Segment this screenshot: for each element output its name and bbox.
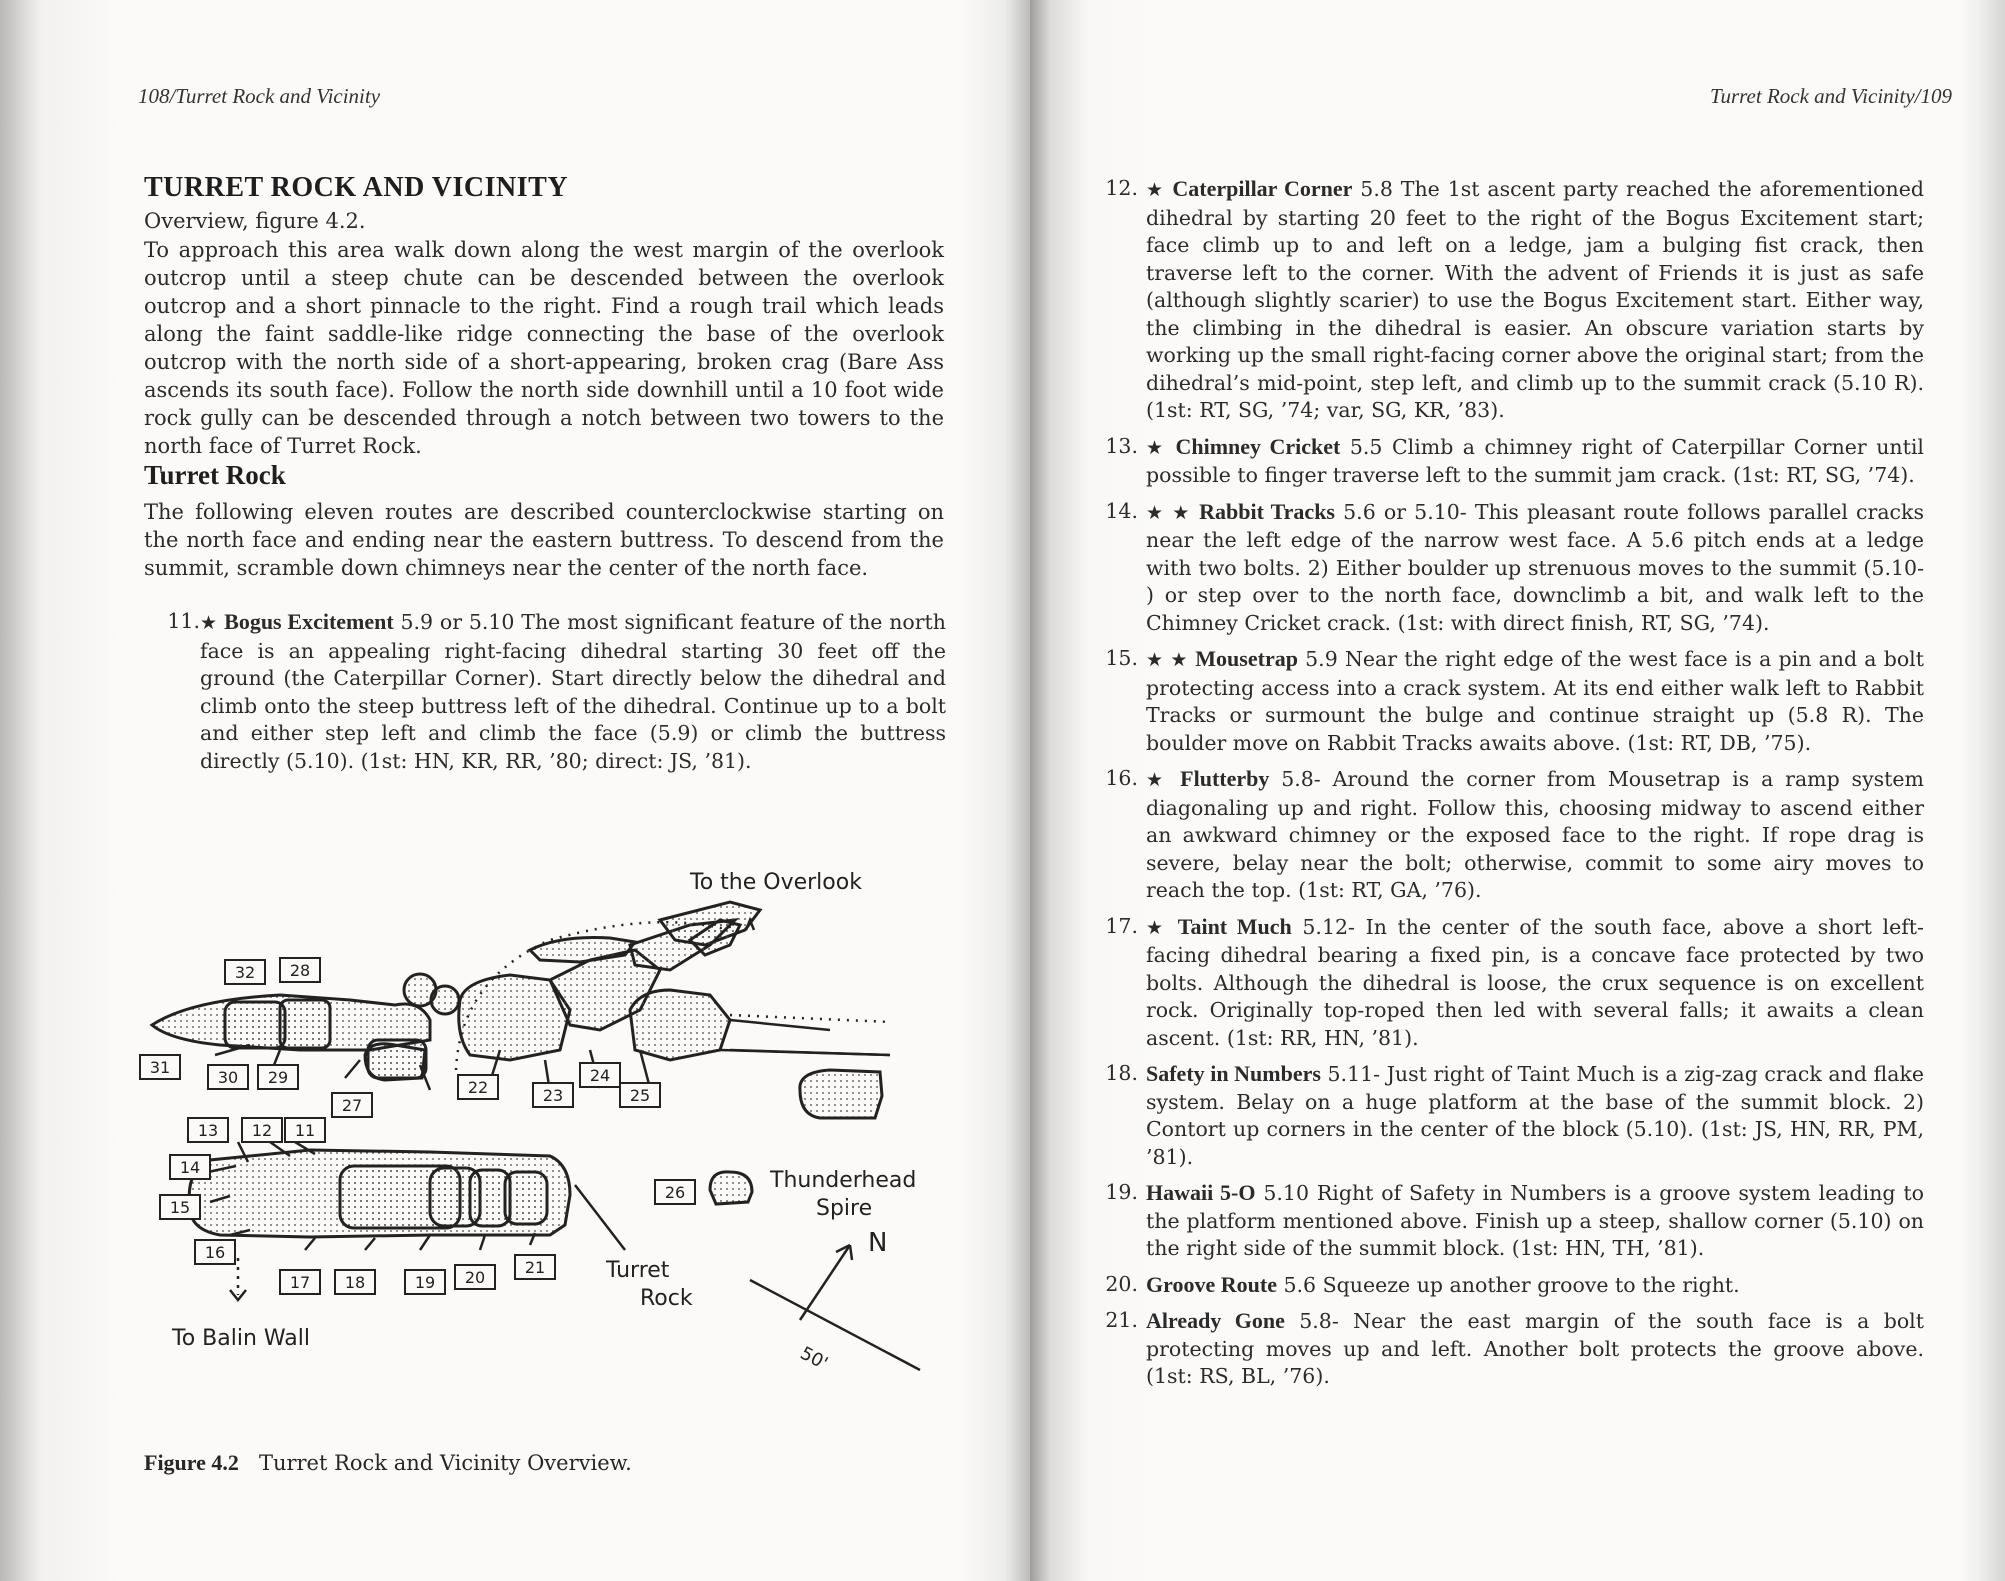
route-marker-label: 26	[664, 1183, 686, 1202]
rock-block	[280, 1000, 330, 1048]
label-to-balin-wall: To Balin Wall	[172, 1326, 310, 1351]
route-marker-label: 29	[267, 1068, 289, 1087]
route-marker-label: 23	[542, 1086, 564, 1105]
route-marker-label: 12	[251, 1121, 273, 1140]
label-to-overlook: To the Overlook	[690, 870, 862, 895]
star-rating: ★	[1146, 916, 1168, 939]
route-description: Climb a chimney right of Caterpillar Corner until possible to finger traverse left to the summit jam crack. (1st: RT, SG, ’74).	[1146, 434, 1924, 487]
summit-block	[505, 1172, 547, 1224]
route-number: 19.	[1105, 1180, 1138, 1204]
label-turret: Turret	[606, 1258, 670, 1283]
route-entry	[1105, 498, 1924, 638]
route-grade: 5.5	[1340, 434, 1383, 459]
route-name: Chimney Cricket	[1175, 433, 1341, 459]
route-name: Bogus Excitement	[224, 609, 394, 634]
label-spire: Spire	[816, 1196, 873, 1221]
route-body	[1146, 433, 1924, 490]
route-body	[1146, 175, 1924, 425]
route-description: The most significant feature of the north face is an appealing right-facing dihedral starting 30 feet off the ground (the Caterpillar Corner). Start directly below the dihedral and climb onto the steep buttress left of the dihedral. Continue up to a bolt and either step left and climb the face (5.9) or climb the buttress directly (5.10). (1st: HN, KR, RR, ’80; direct: JS, ’81).	[200, 610, 946, 773]
route-marker-label: 13	[197, 1121, 219, 1140]
route-marker-label: 30	[217, 1068, 239, 1087]
route-grade: 5.6 or 5.10-	[1335, 499, 1467, 524]
route-body	[1146, 645, 1924, 757]
rock-boulder	[800, 1070, 882, 1118]
section-title: TURRET ROCK AND VICINITY	[144, 172, 569, 203]
route-description: Squeeze up another groove to the right.	[1322, 1272, 1740, 1297]
route-grade: 5.8-	[1269, 767, 1321, 791]
route-entry	[1105, 765, 1924, 905]
route-grade: 5.9	[1297, 647, 1338, 671]
route-description: The 1st ascent party reached the aforementioned dihedral by starting 20 feet to the right of the Bogus Excitement start; face climb up to and left on a ledge, jam a bulging fist crack, then traverse left to the corner. With the advent of Friends it is just as safe (although slightly scarier) to use the Bogus Excitement start. Either way, the climbing in the dihedral is easier. An obscure variation starts by working up the small right-facing corner above the original start; from the dihedral’s mid-point, step left, and climb up to the summit crack (5.10 R). (1st: RT, SG, ’74; var, SG, KR, ’83).	[1146, 177, 1924, 422]
rock-boulder	[431, 986, 459, 1014]
scale-bar	[750, 1280, 920, 1370]
route-number: 11.	[167, 609, 200, 633]
route-marker-label: 15	[169, 1198, 191, 1217]
approach-paragraph: To approach this area walk down along the west margin of the overlook outcrop until a steep chute can be descended between the overlook outcrop and a short pinnacle to the right. Find a rough trail which leads along the faint saddle-like ridge connecting the base of the overlook outcrop with the north side of a short-appearing, broken crag (Bare Ass ascends its south face). Follow the north side downhill until a 10 foot wide rock gully can be descended through a notch between two towers to the north face of Turret Rock.	[144, 238, 944, 458]
route-entry	[1105, 433, 1924, 490]
route-body	[200, 608, 946, 775]
route-name: Safety in Numbers	[1146, 1061, 1321, 1086]
route-entry	[1105, 1307, 1924, 1391]
route-body	[1146, 498, 1924, 638]
route-marker-label: 24	[589, 1066, 611, 1085]
route-marker-label: 17	[289, 1273, 311, 1292]
route-description: In the center of the south face, above a short left-facing dihedral bearing a fixed pin, is a concave face protected by two bolts. Although the dihedral is loose, the crux sequence is on excellent rock. Originally top-roped then led with several falls; it awaits a clean ascent. (1st: RR, HN, ’81).	[1146, 914, 1924, 1050]
route-number: 14.	[1105, 498, 1138, 523]
route-entry	[1105, 175, 1924, 425]
figure-caption-text: Turret Rock and Vicinity Overview.	[258, 1451, 632, 1475]
route-number: 18.	[1105, 1061, 1138, 1085]
rock-block	[365, 1044, 425, 1080]
route-number: 17.	[1105, 913, 1138, 938]
route-grade: 5.9 or 5.10	[393, 610, 515, 634]
route-grade: 5.8	[1352, 177, 1393, 201]
star-rating: ★ ★	[1146, 649, 1189, 671]
label-thunderhead: Thunderhead	[770, 1168, 917, 1193]
route-marker-label: 21	[524, 1258, 546, 1277]
route-description: Around the corner from Mousetrap is a ramp system diagonaling up and right. Follow this, choosing midway to ascend either an awkward chimney or the exposed face to the right. If rope drag is severe, belay near the bolt; otherwise, commit to some airy moves to reach the top. (1st: RT, GA, ’76).	[1146, 767, 1924, 902]
right-page-header: Turret Rock and Vicinity/109	[1709, 84, 1952, 108]
route-entry	[1105, 1060, 1925, 1171]
route-marker-label: 25	[629, 1086, 651, 1105]
figure-caption	[144, 1450, 632, 1476]
route-description: Right of Safety in Numbers is a groove system leading to the platform mentioned above. Finish up a steep, shallow corner (5.10) on the right side of the summit block. (1st: HN, TH, ’81).	[1146, 1181, 1924, 1260]
route-marker-label: 22	[467, 1078, 489, 1097]
label-rock: Rock	[640, 1286, 693, 1311]
rock-block	[225, 1002, 285, 1048]
route-marker-label: 20	[464, 1268, 486, 1287]
star-rating: ★	[1146, 179, 1165, 201]
route-body	[1146, 1179, 1924, 1263]
thunderhead-spire	[710, 1172, 752, 1204]
route-marker-label: 32	[234, 963, 256, 982]
route-number: 12.	[1105, 176, 1138, 200]
route-entry	[1105, 1271, 1924, 1300]
route-grade: 5.6	[1276, 1272, 1317, 1297]
figure-number: Figure 4.2	[144, 1450, 239, 1475]
left-page-header: 108/Turret Rock and Vicinity	[138, 84, 381, 108]
route-entry	[167, 608, 946, 775]
route-grade: 5.11-	[1320, 1062, 1381, 1086]
route-marker-label: 19	[414, 1273, 436, 1292]
route-name: Caterpillar Corner	[1172, 176, 1353, 201]
route-description: Near the right edge of the west face is a pin and a bolt protecting access into a crack system. At its end either walk left to Rabbit Tracks or surmount the bulge and continue straight up (5.8 R). The boulder move on Rabbit Tracks awaits above. (1st: RT, DB, ’75).	[1146, 647, 1924, 755]
north-arrow	[800, 1245, 850, 1320]
route-number: 13.	[1105, 433, 1138, 458]
overview-line: Overview, figure 4.2.	[144, 209, 366, 233]
rock-formation	[630, 990, 730, 1060]
route-body	[1146, 765, 1924, 905]
route-marker-label: 31	[149, 1058, 171, 1077]
route-body	[1146, 1307, 1924, 1391]
route-name: Mousetrap	[1195, 646, 1298, 671]
route-marker-label: 14	[179, 1158, 201, 1177]
route-name: Hawaii 5-O	[1146, 1180, 1256, 1205]
route-grade: 5.8-	[1284, 1309, 1339, 1333]
route-description: This pleasant route follows parallel cracks near the left edge of the narrow west face. A 5.6 pitch ends at a ledge with two bolts. 2) Either boulder up strenuous moves to the summit (5.10- ) or step over to the north face, downclimb a bit, and walk left to the Chimney Cricket crack. (1st: with direct finish, RT, SG, ’74).	[1146, 499, 1924, 635]
route-marker-label: 27	[341, 1096, 363, 1115]
route-marker-label: 28	[289, 961, 311, 980]
route-name: Groove Route	[1146, 1271, 1277, 1297]
star-rating: ★	[1146, 436, 1166, 459]
route-name: Taint Much	[1177, 913, 1292, 939]
star-rating: ★	[1146, 769, 1169, 791]
route-name: Already Gone	[1146, 1308, 1285, 1333]
route-number: 20.	[1105, 1271, 1138, 1296]
leader-line	[575, 1185, 625, 1250]
route-name: Rabbit Tracks	[1199, 498, 1335, 524]
route-marker-label: 16	[204, 1243, 226, 1262]
route-marker-label: 11	[294, 1121, 316, 1140]
subsection-title: Turret Rock	[144, 460, 286, 490]
route-grade: 5.12-	[1291, 914, 1355, 939]
overview-map-figure	[130, 850, 950, 1380]
route-body	[1146, 913, 1924, 1053]
route-body	[1146, 1271, 1924, 1300]
route-description: Near the east margin of the south face is a bolt protecting moves up and left. Another bolt protects the groove above. (1st: RS, BL, ’76).	[1146, 1309, 1924, 1388]
route-marker-label: 18	[344, 1273, 366, 1292]
label-north: N	[868, 1228, 888, 1258]
map-sketch	[130, 850, 950, 1380]
route-number: 15.	[1105, 646, 1138, 670]
trail-line	[730, 1015, 890, 1022]
route-list	[1105, 175, 1925, 1399]
route-number: 21.	[1105, 1308, 1138, 1332]
route-entry	[1105, 645, 1924, 757]
route-body	[1146, 1060, 1924, 1171]
star-rating: ★	[200, 612, 218, 634]
route-entry	[1105, 913, 1924, 1053]
ridge-line	[720, 1050, 890, 1055]
route-grade: 5.10	[1255, 1181, 1309, 1205]
star-rating: ★ ★	[1146, 501, 1191, 524]
route-name: Flutterby	[1180, 766, 1270, 791]
route-number: 16.	[1105, 766, 1138, 790]
route-entry	[1105, 1179, 1924, 1263]
label-scale: 50'	[796, 1342, 832, 1375]
route-description: Just right of Taint Much is a zig-zag crack and flake system. Belay on a huge platform at the base of the summit block. 2) Contort up corners in the center of the block (5.10). (1st: JS, HN, RR, PM, ’81).	[1146, 1062, 1925, 1169]
intro-paragraph: The following eleven routes are described counterclockwise starting on the north face and ending near the eastern buttress. To descend from the summit, scramble down chimneys near the center of the north face.	[144, 500, 944, 580]
